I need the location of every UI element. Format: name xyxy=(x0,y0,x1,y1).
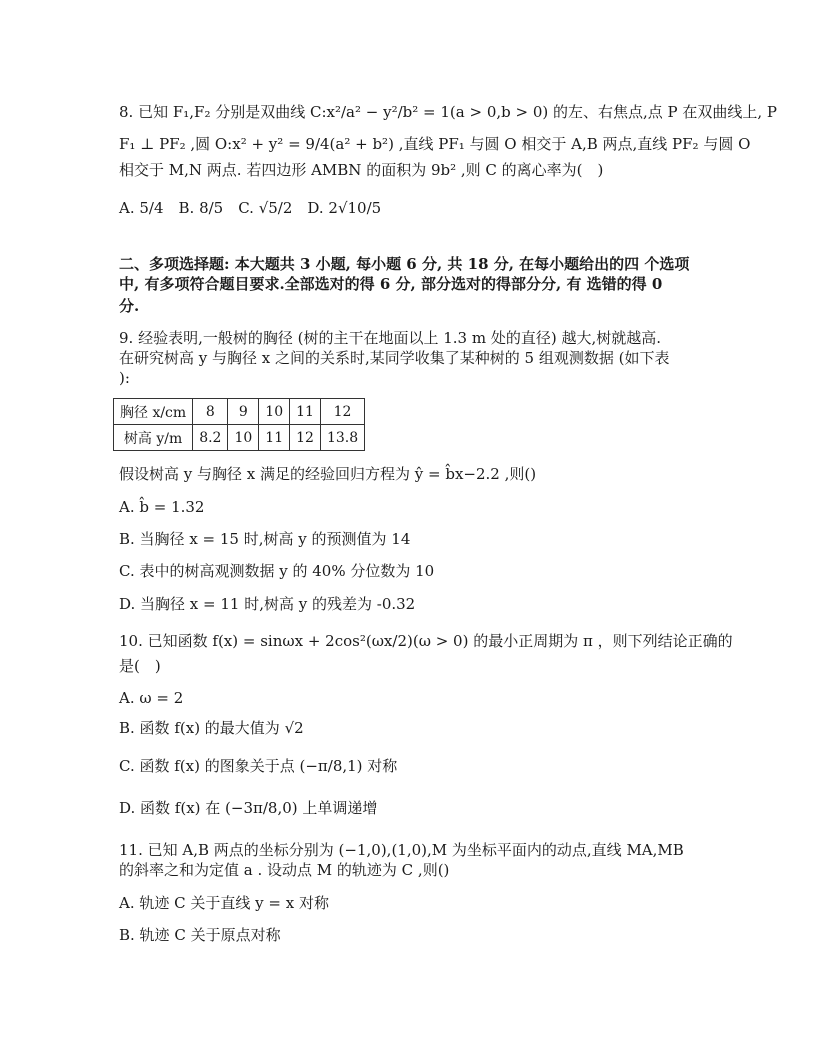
q11-line1: 11. 已知 A,B 两点的坐标分别为 (−1,0),(1,0),M 为坐标平面内的动点,直线 MA,MB xyxy=(119,841,684,859)
table-cell: 12 xyxy=(320,399,364,425)
q10-line2: 是( ) xyxy=(119,657,161,675)
q10-option-b: B. 函数 f(x) 的最大值为 √2 xyxy=(119,719,304,737)
table-cell: 8 xyxy=(193,399,228,425)
table-cell: 10 xyxy=(259,399,290,425)
q10-option-c: C. 函数 f(x) 的图象关于点 (−π/8,1) 对称 xyxy=(119,757,398,775)
q9-option-c: C. 表中的树高观测数据 y 的 40% 分位数为 10 xyxy=(119,562,435,580)
section2-header-line2: 中, 有多项符合题目要求.全部选对的得 6 分, 部分选对的得部分分, 有 选错的得 0 xyxy=(119,275,663,293)
q11-option-a: A. 轨迹 C 关于直线 y = x 对称 xyxy=(119,894,329,912)
q8-line2: F₁ ⊥ PF₂ ,圆 O:x² + y² = 9/4(a² + b²) ,直线 PF₁ 与圆 O 相交于 A,B 两点,直线 PF₂ 与圆 O xyxy=(119,135,751,153)
q10-option-a: A. ω = 2 xyxy=(119,689,184,707)
q8-line1: 8. 已知 F₁,F₂ 分别是双曲线 C:x²/a² − y²/b² = 1(a > 0,b > 0) 的左、右焦点,点 P 在双曲线上, P xyxy=(119,103,778,121)
q9-option-d: D. 当胸径 x = 11 时,树高 y 的残差为 -0.32 xyxy=(119,595,416,613)
table-row xyxy=(114,425,365,451)
q9-line2: 在研究树高 y 与胸径 x 之间的关系时,某同学收集了某种树的 5 组观测数据 (如下表 xyxy=(119,349,670,367)
table-cell: 树高 y/m xyxy=(114,425,193,451)
table-cell: 11 xyxy=(259,425,290,451)
q10-line1: 10. 已知函数 f(x) = sinωx + 2cos²(ωx/2)(ω > 0) 的最小正周期为 π ，则下列结论正确的 xyxy=(119,632,733,650)
table-cell: 11 xyxy=(290,399,321,425)
table-cell: 胸径 x/cm xyxy=(114,399,193,425)
q9-line1: 9. 经验表明,一般树的胸径 (树的主干在地面以上 1.3 m 处的直径) 越大,树就越高. xyxy=(119,329,662,347)
q11-line2: 的斜率之和为定值 a . 设动点 M 的轨迹为 C ,则() xyxy=(119,861,450,879)
q9-option-b: B. 当胸径 x = 15 时,树高 y 的预测值为 14 xyxy=(119,530,411,548)
section2-header-line3: 分. xyxy=(119,297,140,315)
q8-line3: 相交于 M,N 两点. 若四边形 AMBN 的面积为 9b² ,则 C 的离心率为( ) xyxy=(119,161,604,179)
q11-option-b: B. 轨迹 C 关于原点对称 xyxy=(119,926,281,944)
table-cell: 13.8 xyxy=(320,425,364,451)
q10-option-d: D. 函数 f(x) 在 (−3π/8,0) 上单调递增 xyxy=(119,799,378,817)
q8-options: A. 5/4 B. 8/5 C. √5/2 D. 2√10/5 xyxy=(119,199,382,217)
q9-stem: 假设树高 y 与胸径 x 满足的经验回归方程为 ŷ = b̂x−2.2 ,则() xyxy=(119,465,537,483)
table-cell: 8.2 xyxy=(193,425,228,451)
q9-data-table xyxy=(113,398,365,451)
table-row xyxy=(114,399,365,425)
q9-option-a: A. b̂ = 1.32 xyxy=(119,498,205,516)
table-cell: 12 xyxy=(290,425,321,451)
section2-header-line1: 二、多项选择题: 本大题共 3 小题, 每小题 6 分, 共 18 分, 在每小题给出的四 个选项 xyxy=(119,255,690,273)
table-cell: 10 xyxy=(228,425,259,451)
table-cell: 9 xyxy=(228,399,259,425)
q9-line3: ): xyxy=(119,369,130,387)
